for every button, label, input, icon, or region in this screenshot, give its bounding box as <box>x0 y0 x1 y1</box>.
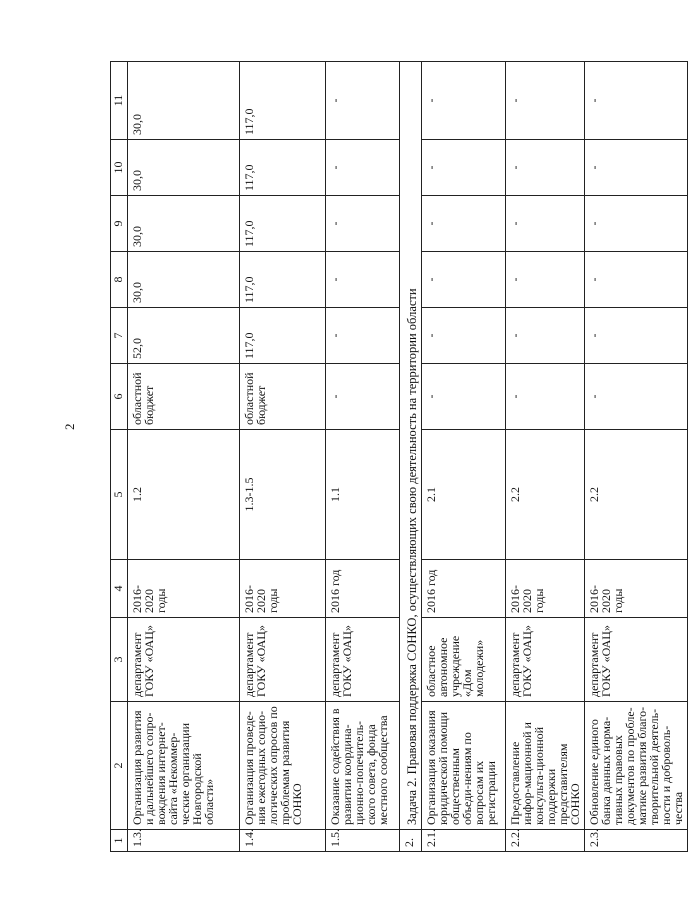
period: 2016-2020 годы <box>506 560 585 618</box>
value-cell: - <box>506 308 585 364</box>
table-row <box>326 62 400 852</box>
row-number: 2.3. <box>585 830 688 852</box>
executor: департамент ГОКУ «ОАЦ» <box>585 618 688 702</box>
period: 2016-2020 годы <box>128 560 240 618</box>
column-number: 4 <box>111 560 128 618</box>
measure-name: Организация оказания юридической помощи общественным объеди-нениям по вопросам их регистрации <box>422 702 506 830</box>
column-number: 5 <box>111 430 128 560</box>
period: 2016 год <box>326 560 400 618</box>
funding-source: областной бюджет <box>240 364 326 430</box>
value-cell: 30,0 <box>128 252 240 308</box>
target-indicator: 1.3-1.5 <box>240 430 326 560</box>
row-number: 2. <box>400 830 422 852</box>
value-cell: - <box>585 252 688 308</box>
measure-name: Обновление единого банка данных норма-тивных правовых документов по пробле-матике развития благо-творительной деятель-ности и доброволь-чества <box>585 702 688 830</box>
column-number: 7 <box>111 308 128 364</box>
row-number: 1.4. <box>240 830 326 852</box>
value-cell: - <box>326 62 400 140</box>
page-number: 2 <box>62 423 77 430</box>
value-cell: - <box>422 308 506 364</box>
value-cell: - <box>422 62 506 140</box>
table-row <box>128 62 240 852</box>
value-cell: 117,0 <box>240 62 326 140</box>
measure-name: Предоставление инфор-мационной и консульта-ционной поддержки представителям СОНКО <box>506 702 585 830</box>
executor: департамент ГОКУ «ОАЦ» <box>128 618 240 702</box>
column-number: 3 <box>111 618 128 702</box>
table-row <box>506 62 585 852</box>
column-number: 2 <box>111 702 128 830</box>
column-number: 9 <box>111 196 128 252</box>
column-number: 8 <box>111 252 128 308</box>
value-cell: - <box>506 252 585 308</box>
measure-name: Организация проведе-ния ежегодных социо-логических опросов по проблемам развития СОНКО <box>240 702 326 830</box>
value-cell: - <box>506 196 585 252</box>
column-number: 6 <box>111 364 128 430</box>
value-cell: - <box>326 308 400 364</box>
value-cell: 117,0 <box>240 252 326 308</box>
row-number: 2.2. <box>506 830 585 852</box>
target-indicator: 2.1 <box>422 430 506 560</box>
value-cell: - <box>326 196 400 252</box>
value-cell: - <box>422 252 506 308</box>
column-number: 11 <box>111 62 128 140</box>
rotated-page <box>110 62 685 852</box>
funding-source: - <box>585 364 688 430</box>
value-cell: - <box>422 140 506 196</box>
target-indicator: 1.1 <box>326 430 400 560</box>
funding-source: - <box>506 364 585 430</box>
executor: департамент ГОКУ «ОАЦ» <box>326 618 400 702</box>
value-cell: - <box>506 140 585 196</box>
value-cell: 30,0 <box>128 196 240 252</box>
row-number: 2.1. <box>422 830 506 852</box>
value-cell: - <box>506 62 585 140</box>
value-cell: 52,0 <box>128 308 240 364</box>
executor: департамент ГОКУ «ОАЦ» <box>506 618 585 702</box>
table-row <box>422 62 506 852</box>
period: 2016-2020 годы <box>585 560 688 618</box>
value-cell: 117,0 <box>240 140 326 196</box>
column-number: 10 <box>111 140 128 196</box>
target-indicator: 1.2 <box>128 430 240 560</box>
executor: департамент ГОКУ «ОАЦ» <box>240 618 326 702</box>
value-cell: - <box>585 62 688 140</box>
value-cell: 30,0 <box>128 140 240 196</box>
funding-source: - <box>422 364 506 430</box>
value-cell: - <box>585 308 688 364</box>
target-indicator: 2.2 <box>506 430 585 560</box>
value-cell: 117,0 <box>240 196 326 252</box>
target-indicator: 2.2 <box>585 430 688 560</box>
value-cell: - <box>422 196 506 252</box>
period: 2016-2020 годы <box>240 560 326 618</box>
table-row <box>240 62 326 852</box>
column-number: 1 <box>111 830 128 852</box>
value-cell: - <box>326 140 400 196</box>
table-row <box>585 62 688 852</box>
value-cell: - <box>326 252 400 308</box>
header-row <box>111 62 128 852</box>
task-title: Задача 2. Правовая поддержка СОНКО, осуществляющих свою деятельность на территории области <box>400 62 422 830</box>
value-cell: 30,0 <box>128 62 240 140</box>
task-row <box>400 62 422 852</box>
row-number: 1.5. <box>326 830 400 852</box>
program-table <box>110 61 688 852</box>
value-cell: - <box>585 140 688 196</box>
period: 2016 год <box>422 560 506 618</box>
measure-name: Оказание содействия в развитии координа-ционно-попечитель-ского совета, фонда местного сообщества <box>326 702 400 830</box>
measure-name: Организация развития и дальнейшего сопро-вождения интернет-сайта «Некоммер-ческие организации Новгородской области» <box>128 702 240 830</box>
value-cell: - <box>585 196 688 252</box>
funding-source: областной бюджет <box>128 364 240 430</box>
executor: областное автономное учреждение «Дом молодежи» <box>422 618 506 702</box>
row-number: 1.3. <box>128 830 240 852</box>
value-cell: 117,0 <box>240 308 326 364</box>
funding-source: - <box>326 364 400 430</box>
